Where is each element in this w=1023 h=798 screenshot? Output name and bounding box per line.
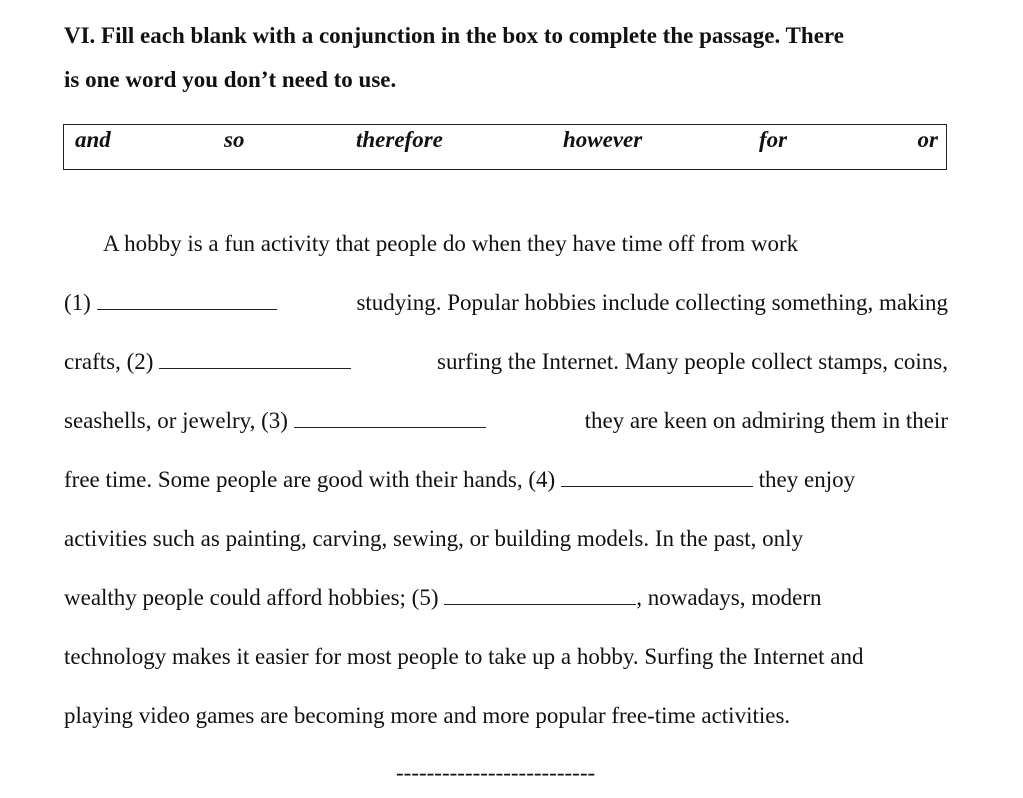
blank-5[interactable] [444, 584, 636, 605]
word-option-however: however [563, 127, 643, 152]
blank-3-number: seashells, or jewelry, (3) [64, 406, 486, 436]
passage-text: surfing the Internet. Many people collect stamps, coins, [437, 349, 948, 374]
passage-line-3 [64, 347, 948, 377]
passage-line-9 [64, 701, 790, 731]
blank-2-number: crafts, (2) [64, 347, 351, 377]
word-option-or: or [917, 127, 938, 152]
passage-text: , nowadays, modern [636, 585, 822, 610]
passage-line-1 [103, 229, 798, 259]
instruction-line-2: is one word you don’t need to use. [64, 67, 397, 92]
passage-text: activities such as painting, carving, sewing, or building models. In the past, only [64, 526, 804, 551]
end-divider: -------------------------- [396, 760, 596, 785]
passage-text: free time. Some people are good with their hands, (4) [64, 467, 556, 492]
instruction [64, 14, 954, 102]
word-option-for: for [759, 127, 788, 152]
passage-text: studying. Popular hobbies include collecting something, making [356, 290, 948, 315]
word-box [63, 124, 947, 170]
blank-3[interactable] [294, 407, 486, 428]
word-option-therefore: therefore [356, 127, 443, 152]
blank-2[interactable] [159, 348, 351, 369]
passage-line-4 [64, 406, 948, 436]
blank-1[interactable] [97, 289, 277, 310]
blank-1-number: (1) [64, 288, 277, 318]
passage-text: they are keen on admiring them in their [584, 408, 948, 433]
passage-text: they enjoy [758, 467, 856, 492]
passage-line-5 [64, 465, 855, 495]
instruction-line-1: VI. Fill each blank with a conjunction in the box to complete the passage. There [64, 23, 844, 48]
passage-line-6 [64, 524, 803, 554]
passage-text: playing video games are becoming more and more popular free-time activities. [64, 703, 791, 728]
passage-line-8 [64, 642, 948, 672]
passage-text: wealthy people could afford hobbies; (5) [64, 585, 439, 610]
word-option-and: and [75, 127, 111, 152]
passage-text: technology makes it easier for most people to take up a hobby. Surfing the Internet and [64, 644, 864, 669]
blank-4[interactable] [561, 466, 753, 487]
passage-text: A hobby is a fun activity that people do when they have time off from work [103, 231, 799, 256]
passage-line-7 [64, 583, 822, 613]
word-option-so: so [224, 127, 245, 152]
passage-line-2 [64, 288, 948, 318]
